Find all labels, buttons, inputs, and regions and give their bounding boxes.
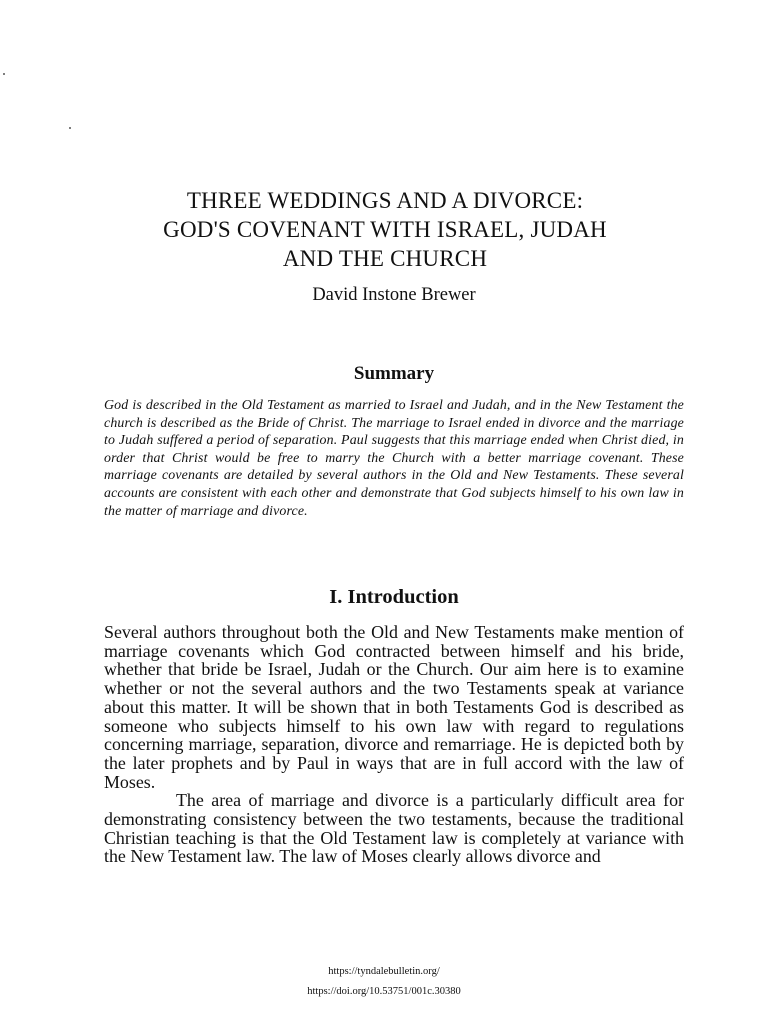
- footer-links: [0, 962, 768, 1002]
- article-title-line: GOD'S COVENANT WITH ISRAEL, JUDAH: [163, 217, 607, 242]
- article-title-line: THREE WEDDINGS AND A DIVORCE:: [186, 188, 584, 213]
- introduction-paragraph: Several authors throughout both the Old and New Testaments make mention of marriage covenants which God contracted between himself and his bride, whether that bride be Israel, Judah or the Church. Our aim here is to examine whether or not the several authors and the two Testaments speak at variance about this matter. It will be shown that in both Testaments God is described as someone who subjects himself to his own law with regard to regulations concerning marriage, separation, divorce and remarriage. He is depicted both by the later prophets and by Paul in ways that are in full accord with the law of Moses.: [104, 622, 684, 792]
- footer-url-doi[interactable]: https://doi.org/10.53751/001c.30380: [307, 986, 461, 997]
- scan-speck: [69, 127, 71, 129]
- summary-text: God is described in the Old Testament as married to Israel and Judah, and in the New Testament the church is described as the Bride of Christ. The marriage to Israel ended in divorce and the marriage to Judah suffered a period of separation. Paul suggests that this marriage ended when Christ died, in order that Christ would be free to marry the Church with a better marriage covenant. These marriage covenants are detailed by several authors in the Old and New Testaments. These several accounts are consistent with each other and demonstrate that God subjects himself to his own law in the matter of marriage and divorce.: [104, 398, 684, 519]
- summary-heading: Summary: [353, 363, 435, 384]
- scan-speck: [3, 73, 5, 75]
- introduction-paragraph: The area of marriage and divorce is a particularly difficult area for demonstrating consistency between the two testaments, because the traditional Christian teaching is that the Old Testament law is completely at variance with the New Testament law. The law of Moses clearly allows divorce and: [104, 790, 684, 867]
- article-title-line: AND THE CHURCH: [282, 246, 488, 271]
- article-title: [60, 186, 710, 273]
- article-author: David Instone Brewer: [312, 285, 476, 305]
- introduction-body: [104, 623, 684, 866]
- introduction-heading: I. Introduction: [329, 586, 459, 608]
- footer-url-journal[interactable]: https://tyndalebulletin.org/: [328, 966, 440, 977]
